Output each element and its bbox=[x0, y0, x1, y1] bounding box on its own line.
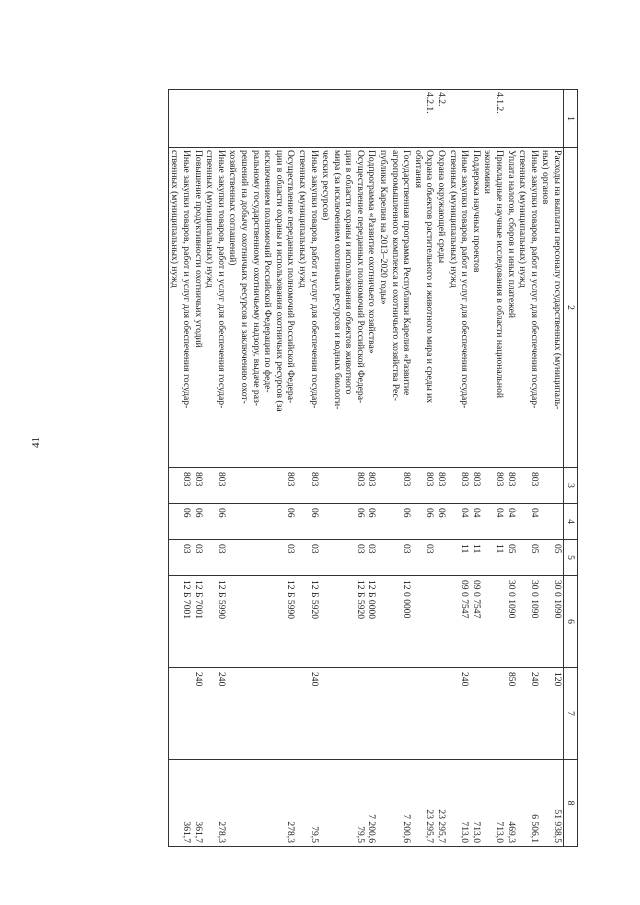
cell-line: 06 bbox=[354, 508, 366, 518]
subsection-code-cell bbox=[470, 540, 482, 576]
rotated-budget-table-page bbox=[102, 89, 578, 846]
subsection-code-cell bbox=[435, 540, 447, 576]
cell-line: 04 bbox=[459, 508, 471, 518]
cell-line: 30 0 1090 bbox=[505, 580, 517, 619]
cell-line: 361,7 bbox=[192, 821, 204, 843]
table-row bbox=[168, 90, 203, 847]
row-number-cell bbox=[204, 90, 227, 148]
cell-line: 06 bbox=[308, 508, 320, 518]
section-code-cell bbox=[517, 504, 540, 540]
subsection-code-cell bbox=[296, 540, 319, 576]
section-code-cell bbox=[204, 504, 227, 540]
cell-line: 06 bbox=[192, 508, 204, 518]
ministry-code-cell bbox=[482, 468, 505, 504]
expense-type-cell bbox=[517, 668, 540, 760]
header-col-1: 1 bbox=[564, 90, 578, 148]
ministry-code-cell bbox=[470, 468, 482, 504]
expense-type-cell bbox=[378, 668, 413, 760]
row-number-cell bbox=[412, 90, 435, 148]
amount-cell bbox=[505, 760, 517, 847]
expense-type-cell bbox=[447, 668, 470, 760]
cell-line: 803 bbox=[424, 472, 436, 487]
row-name-cell bbox=[227, 148, 297, 468]
cell-line: 240 bbox=[215, 672, 227, 687]
row-number-cell bbox=[378, 90, 413, 148]
row-name-cell bbox=[320, 148, 378, 468]
target-article-cell bbox=[320, 576, 378, 668]
expense-type-cell bbox=[296, 668, 319, 760]
cell-line: 803 bbox=[436, 472, 448, 487]
cell-line: 03 bbox=[354, 544, 366, 554]
cell-line: 803 bbox=[459, 472, 471, 487]
table-row bbox=[517, 90, 540, 847]
cell-line: 04 bbox=[470, 508, 482, 518]
cell-line: 04 bbox=[505, 508, 517, 518]
header-col-7: 7 bbox=[564, 668, 578, 760]
ministry-code-cell bbox=[204, 468, 227, 504]
cell-line: 03 bbox=[285, 544, 297, 554]
cell-line: 06 bbox=[181, 508, 192, 518]
cell-line: ции в области охраны и использования охотничьих ресурсов (за bbox=[273, 150, 285, 412]
row-number-cell bbox=[482, 90, 505, 148]
target-article-cell bbox=[378, 576, 413, 668]
subsection-code-cell bbox=[447, 540, 470, 576]
header-col-8: 8 bbox=[564, 760, 578, 847]
cell-line: Поддержка научных проектов bbox=[470, 150, 482, 273]
cell-line: исключением полномочий Российской Федерации по феде- bbox=[262, 150, 274, 393]
table-row bbox=[227, 90, 297, 847]
subsection-code-cell bbox=[320, 540, 378, 576]
page-number-text: 41 bbox=[30, 437, 42, 448]
cell-line: хозяйственных соглашений) bbox=[227, 150, 239, 266]
row-number-cell bbox=[540, 90, 564, 148]
target-article-cell bbox=[227, 576, 297, 668]
cell-line: 30 0 1090 bbox=[552, 580, 563, 619]
amount-cell bbox=[470, 760, 482, 847]
cell-line: обитания bbox=[412, 150, 424, 189]
target-article-cell bbox=[204, 576, 227, 668]
cell-line: 23 295,7 bbox=[436, 809, 448, 843]
subsection-code-cell bbox=[168, 540, 203, 576]
cell-line: ции в области охраны и использования объектов животного bbox=[343, 150, 355, 395]
cell-line: 06 bbox=[215, 508, 227, 518]
ministry-code-cell bbox=[447, 468, 470, 504]
cell-line: 79,5 bbox=[308, 826, 320, 843]
cell-line: 51 938,5 bbox=[552, 809, 563, 843]
target-article-cell bbox=[540, 576, 564, 668]
section-code-cell bbox=[470, 504, 482, 540]
row-name-cell bbox=[470, 148, 482, 468]
cell-line: 05 bbox=[505, 544, 517, 554]
row-name-cell bbox=[296, 148, 319, 468]
section-code-cell bbox=[378, 504, 413, 540]
header-row bbox=[564, 90, 578, 847]
cell-line: Осуществление переданных полномочий Российской Федера- bbox=[354, 150, 366, 404]
cell-line: 803 bbox=[215, 472, 227, 487]
ministry-code-cell bbox=[435, 468, 447, 504]
amount-cell bbox=[378, 760, 413, 847]
cell-line: 12 Б 5920 bbox=[354, 580, 366, 620]
cell-line: 03 bbox=[181, 544, 192, 554]
cell-line: 11 bbox=[470, 544, 482, 554]
cell-line: Охрана объектов растительного и животного мира и среды их bbox=[424, 150, 436, 404]
cell-line: 03 bbox=[424, 544, 436, 554]
header-col-4: 4 bbox=[564, 504, 578, 540]
cell-line: экономики bbox=[482, 150, 494, 194]
cell-line: ственных (муниципальных) нужд bbox=[447, 150, 459, 288]
cell-line: 06 bbox=[366, 508, 378, 518]
cell-line: 850 bbox=[505, 672, 517, 687]
cell-line: 803 bbox=[401, 472, 413, 487]
cell-line: 803 bbox=[308, 472, 320, 487]
cell-line: 03 bbox=[308, 544, 320, 554]
row-name-cell bbox=[447, 148, 470, 468]
subsection-code-cell bbox=[378, 540, 413, 576]
header-col-3: 3 bbox=[564, 468, 578, 504]
cell-line: 03 bbox=[401, 544, 413, 554]
table-row bbox=[435, 90, 447, 847]
cell-line: 05 bbox=[528, 544, 540, 554]
subsection-code-cell bbox=[482, 540, 505, 576]
amount-cell bbox=[320, 760, 378, 847]
cell-line: 4.2.1. bbox=[424, 92, 436, 114]
cell-line: 120 bbox=[552, 672, 563, 687]
table-row bbox=[412, 90, 435, 847]
target-article-cell bbox=[505, 576, 517, 668]
section-code-cell bbox=[227, 504, 297, 540]
row-name-cell bbox=[505, 148, 517, 468]
row-name-cell bbox=[204, 148, 227, 468]
cell-line: 12 Б 7001 bbox=[181, 580, 192, 620]
cell-line: Расходы на выплаты персоналу государственных (муниципаль- bbox=[552, 150, 563, 410]
cell-line: ственных (муниципальных) нужд bbox=[169, 150, 181, 288]
subsection-code-cell bbox=[227, 540, 297, 576]
cell-line: 278,3 bbox=[215, 821, 227, 843]
cell-line: 240 bbox=[459, 672, 471, 687]
cell-line: 803 bbox=[470, 472, 482, 487]
target-article-cell bbox=[412, 576, 435, 668]
cell-line: 4.1.2. bbox=[494, 92, 506, 114]
cell-line: 06 bbox=[436, 508, 448, 518]
ministry-code-cell bbox=[320, 468, 378, 504]
cell-line: 11 bbox=[459, 544, 471, 554]
expense-type-cell bbox=[470, 668, 482, 760]
cell-line: 23 295,7 bbox=[424, 809, 436, 843]
subsection-code-cell bbox=[204, 540, 227, 576]
row-name-cell bbox=[168, 148, 203, 468]
expense-type-cell bbox=[540, 668, 564, 760]
ministry-code-cell bbox=[517, 468, 540, 504]
row-name-cell bbox=[378, 148, 413, 468]
row-name-cell bbox=[435, 148, 447, 468]
cell-line: 12 Б 5990 bbox=[215, 580, 227, 620]
cell-line: 240 bbox=[528, 672, 540, 687]
budget-table bbox=[168, 89, 578, 847]
ministry-code-cell bbox=[505, 468, 517, 504]
cell-line: 06 bbox=[401, 508, 413, 518]
target-article-cell bbox=[470, 576, 482, 668]
row-number-cell bbox=[320, 90, 378, 148]
ministry-code-cell bbox=[412, 468, 435, 504]
target-article-cell bbox=[482, 576, 505, 668]
header-col-5: 5 bbox=[564, 540, 578, 576]
cell-line: 03 bbox=[192, 544, 204, 554]
ministry-code-cell bbox=[540, 468, 564, 504]
subsection-code-cell bbox=[412, 540, 435, 576]
cell-line: 240 bbox=[308, 672, 320, 687]
amount-cell bbox=[447, 760, 470, 847]
cell-line: 79,5 bbox=[354, 826, 366, 843]
amount-cell bbox=[540, 760, 564, 847]
section-code-cell bbox=[320, 504, 378, 540]
row-number-cell bbox=[505, 90, 517, 148]
cell-line: 05 bbox=[552, 544, 563, 554]
cell-line: 06 bbox=[424, 508, 436, 518]
table-row bbox=[540, 90, 564, 847]
cell-line: 7 200,6 bbox=[401, 814, 413, 843]
expense-type-cell bbox=[435, 668, 447, 760]
amount-cell bbox=[204, 760, 227, 847]
row-name-cell bbox=[517, 148, 540, 468]
target-article-cell bbox=[517, 576, 540, 668]
amount-cell bbox=[482, 760, 505, 847]
cell-line: 803 bbox=[181, 472, 192, 487]
row-number-cell bbox=[447, 90, 470, 148]
target-article-cell bbox=[435, 576, 447, 668]
cell-line: 278,3 bbox=[285, 821, 297, 843]
cell-line: ральному государственному охотничьему надзору, выдаче раз- bbox=[250, 150, 262, 406]
cell-line: 7 200,6 bbox=[366, 814, 378, 843]
cell-line: ных) органов bbox=[540, 150, 552, 205]
cell-line: 803 bbox=[192, 472, 204, 487]
cell-line: 240 bbox=[192, 672, 204, 687]
section-code-cell bbox=[435, 504, 447, 540]
table-row bbox=[296, 90, 319, 847]
ministry-code-cell bbox=[168, 468, 203, 504]
cell-line: 30 0 1090 bbox=[528, 580, 540, 619]
cell-line: 09 0 7547 bbox=[459, 580, 471, 619]
row-number-cell bbox=[517, 90, 540, 148]
amount-cell bbox=[296, 760, 319, 847]
section-code-cell bbox=[447, 504, 470, 540]
section-code-cell bbox=[296, 504, 319, 540]
cell-line: 6 506,1 bbox=[528, 814, 540, 843]
expense-type-cell bbox=[204, 668, 227, 760]
expense-type-cell bbox=[227, 668, 297, 760]
row-name-cell bbox=[540, 148, 564, 468]
cell-line: 12 Б 0000 bbox=[366, 580, 378, 620]
cell-line: публики Карелия на 2013–2020 годы» bbox=[378, 150, 390, 305]
section-code-cell bbox=[540, 504, 564, 540]
target-article-cell bbox=[296, 576, 319, 668]
cell-line: 361,7 bbox=[181, 821, 192, 843]
cell-line: 11 bbox=[494, 544, 506, 554]
cell-line: Государственная программа Республики Карелия «Развитие bbox=[401, 150, 413, 396]
cell-line: 803 bbox=[505, 472, 517, 487]
cell-line: Подпрограмма «Развитие охотничьего хозяйства» bbox=[366, 150, 378, 354]
cell-line: Осуществление переданных полномочий Российской Федера- bbox=[285, 150, 297, 404]
row-name-cell bbox=[412, 148, 435, 468]
row-name-cell bbox=[482, 148, 505, 468]
cell-line: Охрана окружающей среды bbox=[436, 150, 448, 264]
amount-cell bbox=[517, 760, 540, 847]
table-row bbox=[447, 90, 470, 847]
expense-type-cell bbox=[505, 668, 517, 760]
amount-cell bbox=[227, 760, 297, 847]
amount-cell bbox=[412, 760, 435, 847]
expense-type-cell bbox=[168, 668, 203, 760]
cell-line: 12 Б 5920 bbox=[308, 580, 320, 620]
section-code-cell bbox=[168, 504, 203, 540]
cell-line: Прикладные научные исследования в области национальной bbox=[494, 150, 506, 398]
cell-line: 12 0 0000 bbox=[401, 580, 413, 619]
cell-line: 803 bbox=[285, 472, 297, 487]
expense-type-cell bbox=[482, 668, 505, 760]
cell-line: ственных (муниципальных) нужд bbox=[204, 150, 216, 288]
cell-line: Иные закупки товаров, работ и услуг для обеспечения государ- bbox=[528, 150, 540, 409]
ministry-code-cell bbox=[296, 468, 319, 504]
cell-line: ческих ресурсов) bbox=[320, 150, 332, 221]
header-col-2: 2 bbox=[564, 148, 578, 468]
amount-cell bbox=[435, 760, 447, 847]
row-number-cell bbox=[168, 90, 203, 148]
cell-line: мира (за исключением охотничьих ресурсов и водных биологи- bbox=[331, 150, 343, 410]
cell-line: Иные закупки товаров, работ и услуг для обеспечения государ- bbox=[308, 150, 320, 409]
subsection-code-cell bbox=[505, 540, 517, 576]
section-code-cell bbox=[482, 504, 505, 540]
cell-line: 713,0 bbox=[470, 821, 482, 843]
expense-type-cell bbox=[320, 668, 378, 760]
cell-line: 03 bbox=[215, 544, 227, 554]
cell-line: 04 bbox=[494, 508, 506, 518]
header-col-6: 6 bbox=[564, 576, 578, 668]
cell-line: 803 bbox=[366, 472, 378, 487]
cell-line: решений на добычу охотничьих ресурсов и заключению охот- bbox=[238, 150, 250, 404]
cell-line: 12 Б 5990 bbox=[285, 580, 297, 620]
table-row bbox=[482, 90, 505, 847]
cell-line: Иные закупки товаров, работ и услуг для обеспечения государ- bbox=[215, 150, 227, 409]
section-code-cell bbox=[505, 504, 517, 540]
cell-line: 12 Б 7001 bbox=[192, 580, 204, 620]
cell-line: 713,0 bbox=[494, 821, 506, 843]
ministry-code-cell bbox=[227, 468, 297, 504]
table-body bbox=[168, 90, 563, 847]
cell-line: 803 bbox=[528, 472, 540, 487]
table-row bbox=[378, 90, 413, 847]
expense-type-cell bbox=[412, 668, 435, 760]
table-row bbox=[204, 90, 227, 847]
cell-line: 803 bbox=[494, 472, 506, 487]
cell-line: 09 0 7547 bbox=[470, 580, 482, 619]
cell-line: 03 bbox=[366, 544, 378, 554]
row-number-cell bbox=[470, 90, 482, 148]
section-code-cell bbox=[412, 504, 435, 540]
cell-line: Иные закупки товаров, работ и услуг для обеспечения государ- bbox=[181, 150, 192, 409]
cell-line: Повышение продуктивности охотничьих угодий bbox=[192, 150, 204, 348]
cell-line: 4.2. bbox=[436, 92, 448, 107]
target-article-cell bbox=[447, 576, 470, 668]
cell-line: 803 bbox=[354, 472, 366, 487]
table-header bbox=[564, 90, 578, 847]
cell-line: Иные закупки товаров, работ и услуг для обеспечения государ- bbox=[459, 150, 471, 409]
cell-line: ственных (муниципальных) нужд bbox=[517, 150, 529, 288]
subsection-code-cell bbox=[540, 540, 564, 576]
cell-line: 713,0 bbox=[459, 821, 471, 843]
table-row bbox=[470, 90, 482, 847]
target-article-cell bbox=[168, 576, 203, 668]
table-row bbox=[320, 90, 378, 847]
subsection-code-cell bbox=[517, 540, 540, 576]
cell-line: 06 bbox=[285, 508, 297, 518]
cell-line: ственных (муниципальных) нужд bbox=[296, 150, 308, 288]
amount-cell bbox=[168, 760, 203, 847]
cell-line: 04 bbox=[528, 508, 540, 518]
cell-line: агропромышленного комплекса и охотничьего хозяйства Рес- bbox=[389, 150, 401, 401]
ministry-code-cell bbox=[378, 468, 413, 504]
table-row bbox=[505, 90, 517, 847]
row-number-cell bbox=[296, 90, 319, 148]
cell-line: 469,3 bbox=[505, 821, 517, 843]
cell-line: Уплата налогов, сборов и иных платежей bbox=[505, 150, 517, 319]
row-number-cell bbox=[227, 90, 297, 148]
row-number-cell bbox=[435, 90, 447, 148]
